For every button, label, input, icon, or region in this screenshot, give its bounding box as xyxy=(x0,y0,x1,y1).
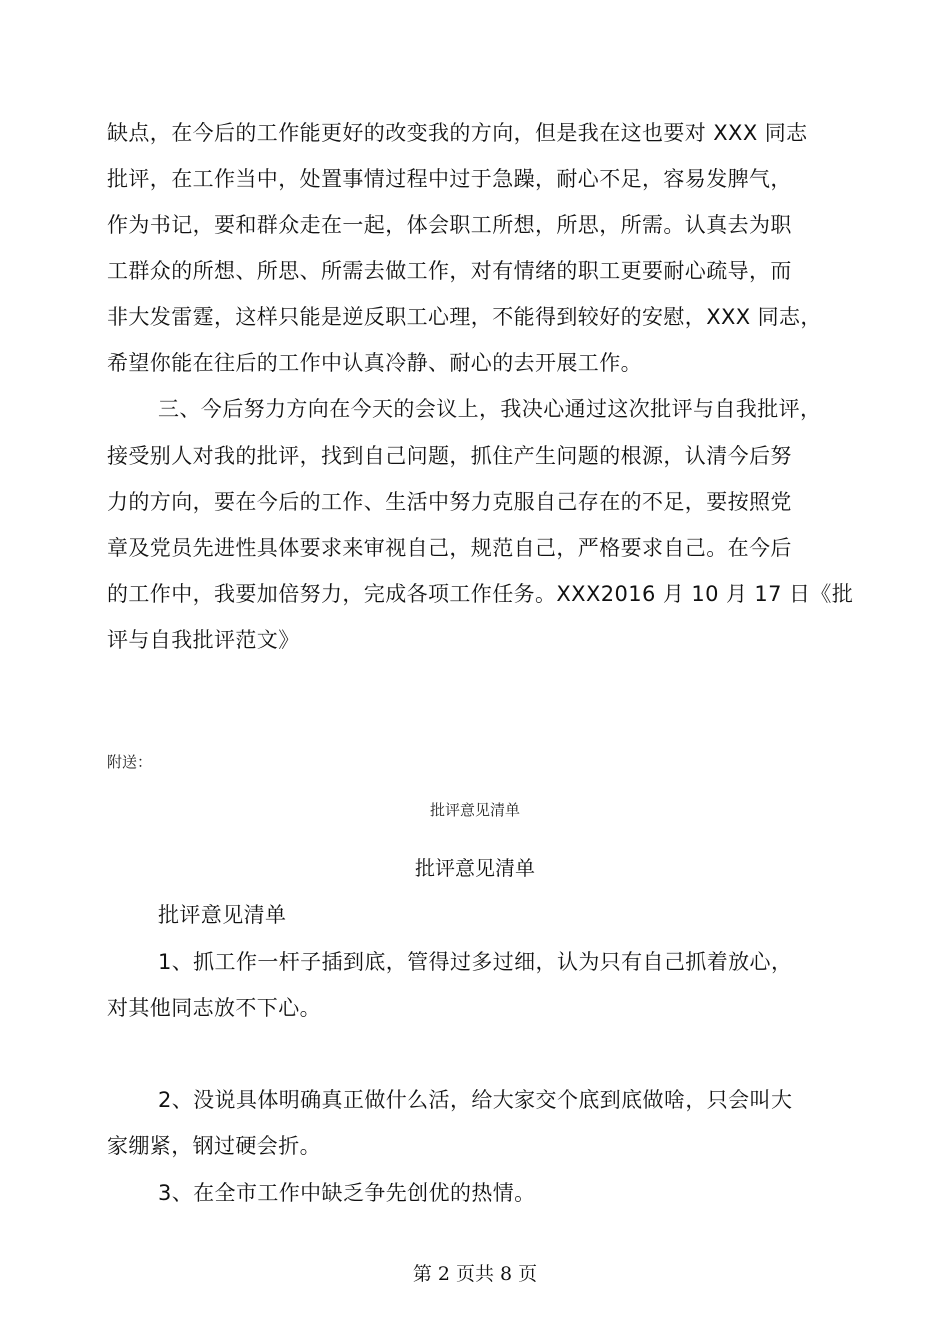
list-item-2-continued: 家绷紧，钢过硬会折。 xyxy=(107,1134,321,1158)
paragraph-2-line: 评与自我批评范文》 xyxy=(107,628,300,652)
list-item-1: 1、抓工作一杆子插到底，管得过多过细，认为只有自己抓着放心， xyxy=(158,950,793,974)
paragraph-2-line: 章及党员先进性具体要求来审视自己，规范自己，严格要求自己。在今后 xyxy=(107,536,792,560)
paragraph-1-line: 批评，在工作当中，处置事情过程中过于急躁，耐心不足，容易发脾气， xyxy=(107,167,792,191)
subtitle: 批评意见清单 xyxy=(158,903,287,927)
paragraph-1-line: 希望你能在往后的工作中认真冷静、耐心的去开展工作。 xyxy=(107,351,642,375)
paragraph-1-line: 非大发雷霆，这样只能是逆反职工心理，不能得到较好的安慰，XXX 同志， xyxy=(107,305,822,329)
main-title: 批评意见清单 xyxy=(415,856,535,880)
list-item-2: 2、没说具体明确真正做什么活，给大家交个底到底做啥，只会叫大 xyxy=(158,1088,793,1112)
paragraph-2-line: 三、今后努力方向在今天的会议上，我决心通过这次批评与自我批评， xyxy=(158,397,822,421)
small-title: 批评意见清单 xyxy=(429,801,520,819)
paragraph-1-line: 工群众的所想、所思、所需去做工作，对有情绪的职工更要耐心疏导，而 xyxy=(107,259,792,283)
attachment-label: 附送： xyxy=(107,753,153,771)
page-number-footer: 第 2 页共 8 页 xyxy=(412,1263,538,1285)
paragraph-2-line: 接受别人对我的批评，找到自己问题，抓住产生问题的根源，认清今后努 xyxy=(107,444,792,468)
list-item-1-continued: 对其他同志放不下心。 xyxy=(107,996,321,1020)
paragraph-2-line: 的工作中，我要加倍努力，完成各项工作任务。XXX2016 月 10 月 17 日《批 xyxy=(107,582,854,606)
paragraph-1-line: 缺点，在今后的工作能更好的改变我的方向，但是我在这也要对 XXX 同志 xyxy=(107,121,808,145)
paragraph-1-line: 作为书记，要和群众走在一起，体会职工所想，所思，所需。认真去为职 xyxy=(107,213,792,237)
paragraph-2-line: 力的方向，要在今后的工作、生活中努力克服自己存在的不足，要按照党 xyxy=(107,490,792,514)
list-item-3: 3、在全市工作中缺乏争先创优的热情。 xyxy=(158,1181,536,1205)
